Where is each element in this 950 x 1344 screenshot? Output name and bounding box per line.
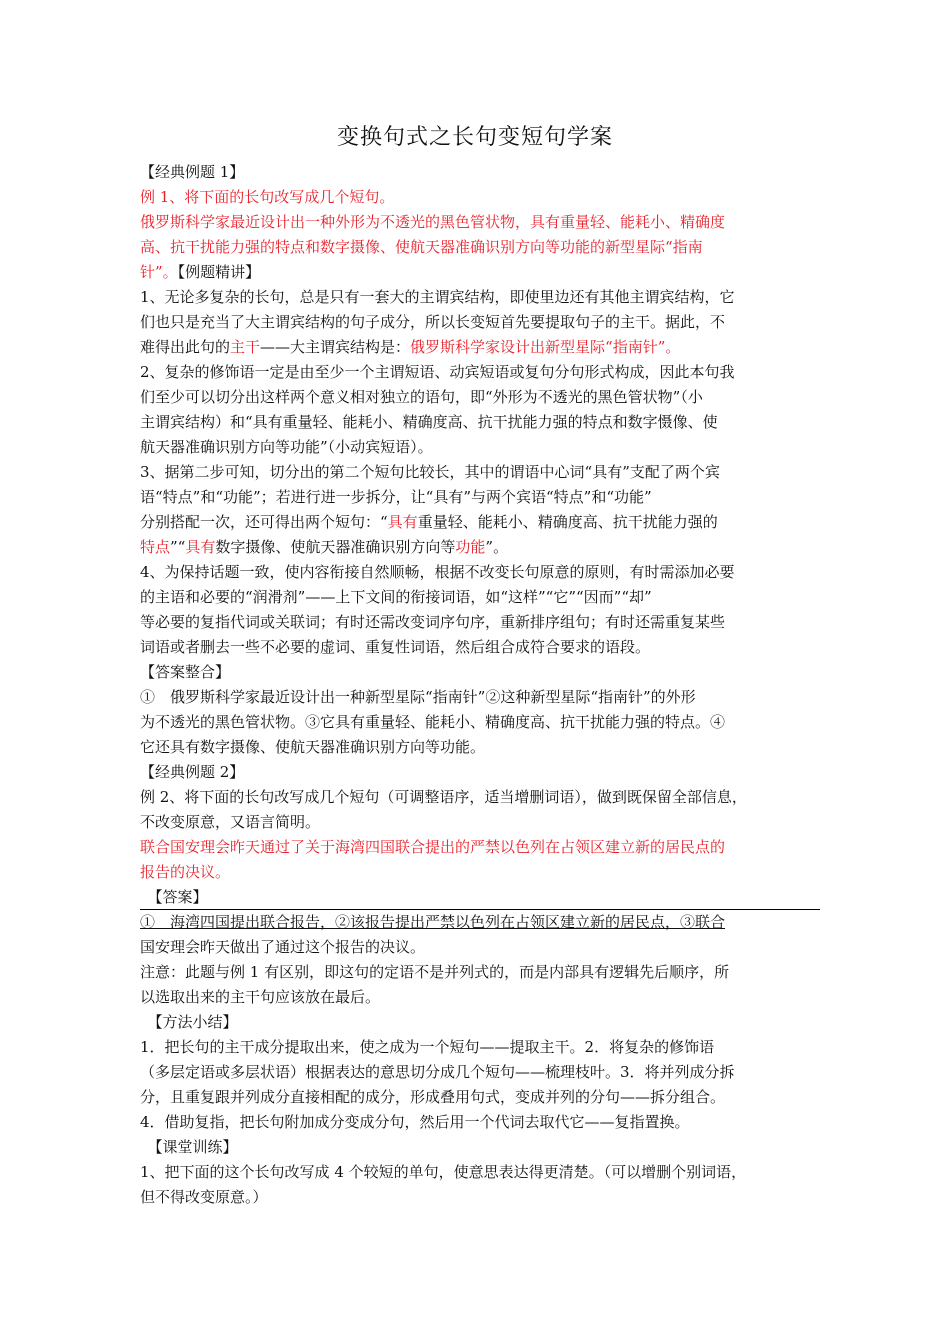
example-2-header: 【经典例题 2】 (140, 763, 245, 781)
text-span: ”“ (170, 538, 186, 556)
example-1-text-line: 俄罗斯科学家最近设计出一种外形为不透光的黑色管状物，具有重量轻、能耗小、精确度 (140, 213, 726, 231)
text-span: 重量轻、能耗小、精确度高、抗干扰能力强的 (417, 513, 718, 531)
highlight-span: 具有 (185, 538, 216, 556)
highlight-span: 俄罗斯科学家设计出新型星际“指南针”。 (410, 338, 681, 356)
analysis-p3-line: 3、据第二步可知，切分出的第二个短句比较长，其中的谓语中心词“具有”支配了两个宾 (140, 463, 720, 481)
analysis-p2-line: 主谓宾结构）和“具有重量轻、能耗小、精确度高、抗干扰能力强的特点和数字慑像、使 (140, 413, 718, 431)
example-2-prompt-line: 不改变原意，又语言简明。 (140, 813, 321, 831)
example-1-prompt: 例 1、将下面的长句改写成几个短句。 (140, 188, 395, 206)
analysis-p3-line (140, 510, 820, 535)
example-1-header: 【经典例题 1】 (140, 163, 245, 181)
text-span: ”。 (485, 538, 509, 556)
analysis-p4-line: 4、为保持话题一致，使内容衔接自然顺畅，根据不改变长句原意的原则，有时需添加必要 (140, 563, 735, 581)
analysis-p2-line: 2、复杂的修饰语一定是由至少一个主谓短语、动宾短语或复句分句形式构成，因此本句我 (140, 363, 735, 381)
note-line: 以选取出来的主干句应该放在最后。 (140, 988, 381, 1006)
method-line: 分，且重复跟并列成分直接相配的成分，形成叠用句式，变成并列的分句——拆分组合。 (140, 1088, 726, 1106)
analysis-header: 【例题精讲】 (177, 263, 261, 281)
example-1-text-line: 高、抗干扰能力强的特点和数字摄像、使航天器准确识别方向等功能的新型星际“指南 (140, 238, 703, 256)
analysis-p3-line: 语“特点”和“功能”；若进行进一步拆分，让“具有”与两个宾语“特点”和“功能” (140, 488, 652, 506)
training-line: 但不得改变原意。） (140, 1188, 268, 1206)
page-title: 变换句式之长句变短句学案 (336, 125, 613, 150)
text-span: 难得出此句的 (140, 338, 231, 356)
training-line: 1、把下面的这个长句改写成 4 个较短的单句，使意思表达得更清楚。（可以增删个别词语， (140, 1163, 747, 1181)
highlight-span: 具有 (387, 513, 418, 531)
example-1-text-end: 针”。 (140, 263, 178, 281)
method-line: （多层定语或多层状语）根据表达的意思切分成几个短句——梳理枝叶。3．将并列成分拆 (140, 1063, 735, 1081)
answer-2-header: 【答案】 (140, 885, 820, 910)
answer-2-line: ① 海湾四国提出联合报告，②该报告提出严禁以色列在占领区建立新的居民点，③联合 (140, 913, 726, 931)
answer-1-header: 【答案整合】 (140, 663, 231, 681)
answer-2-line: 国安理会昨天做出了通过这个报告的决议。 (140, 938, 426, 956)
analysis-p2-line: 们至少可以切分出这样两个意义相对独立的语句，即“外形为不透光的黑色管状物”（小 (140, 388, 703, 406)
analysis-p1-line (140, 335, 820, 360)
training-header: 【课堂训练】 (140, 1138, 238, 1156)
analysis-p2-line: 航天器准确识别方向等功能”（小动宾短语）。 (140, 438, 433, 456)
answer-1-line: 它还具有数字摄像、使航天器准确识别方向等功能。 (140, 738, 486, 756)
method-line: 1．把长句的主干成分提取出来，使之成为一个短句——提取主干。2．将复杂的修饰语 (140, 1038, 715, 1056)
note-line: 注意：此题与例 1 有区别，即这句的定语不是并列式的，而是内部具有逻辑先后顺序，所 (140, 963, 730, 981)
text-span: 数字摄像、使航天器准确识别方向等 (215, 538, 456, 556)
analysis-p1-line: 们也只是充当了大主谓宾结构的句子成分，所以长变短首先要提取句子的主干。据此，不 (140, 313, 726, 331)
analysis-p3-line (140, 535, 820, 560)
example-2-text-line: 联合国安理会昨天通过了关于海湾四国联合提出的严禁以色列在占领区建立新的居民点的 (140, 838, 726, 856)
method-header: 【方法小结】 (140, 1013, 238, 1031)
text-span: 分别搭配一次，还可得出两个短句：“ (140, 513, 388, 531)
analysis-p4-line: 等必要的复指代词或关联词；有时还需改变词序句序，重新排序组句；有时还需重复某些 (140, 613, 726, 631)
highlight-span: 特点 (140, 538, 171, 556)
text-span: ——大主谓宾结构是： (260, 338, 411, 356)
highlight-span: 主干 (230, 338, 261, 356)
answer-1-line: ① 俄罗斯科学家最近设计出一种新型星际“指南针”②这种新型星际“指南针”的外形 (140, 688, 696, 706)
example-2-prompt-line: 例 2、将下面的长句改写成几个短句（可调整语序，适当增删词语），做到既保留全部信息， (140, 788, 747, 806)
highlight-span: 功能 (455, 538, 486, 556)
method-line: 4．借助复指，把长句附加成分变成分句，然后用一个代词去取代它——复指置换。 (140, 1113, 690, 1131)
analysis-p4-line: 词语或者删去一些不必要的虚词、重复性词语，然后组合成符合要求的语段。 (140, 638, 651, 656)
answer-1-line: 为不透光的黑色管状物。③它具有重量轻、能耗小、精确度高、抗干扰能力强的特点。④ (140, 713, 726, 731)
analysis-p1-line: 1、无论多复杂的长句，总是只有一套大的主谓宾结构，即使里边还有其他主谓宾结构，它 (140, 288, 735, 306)
example-2-text-line: 报告的决议。 (140, 863, 231, 881)
example-1-text-line (140, 260, 820, 285)
analysis-p4-line: 的主语和必要的“润滑剂”——上下文间的衔接词语，如“这样”“它”“因而”“却” (140, 588, 652, 606)
